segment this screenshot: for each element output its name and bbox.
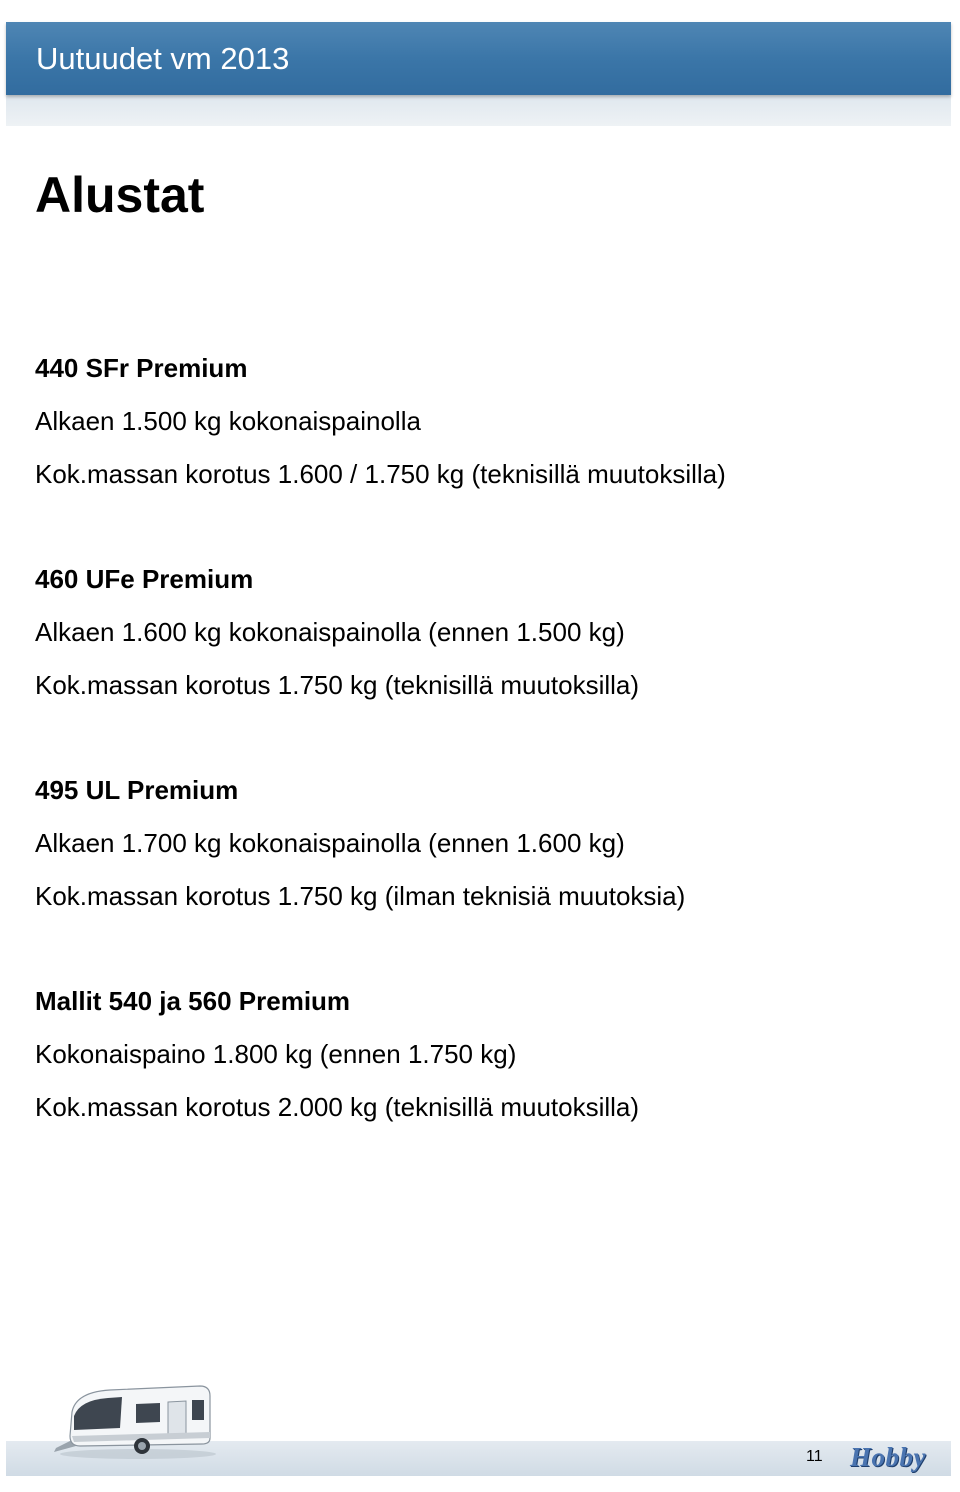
content bbox=[35, 345, 935, 1189]
section-line: Alkaen 1.500 kg kokonaispainolla bbox=[35, 406, 421, 436]
section-heading: 460 UFe Premium bbox=[35, 564, 254, 594]
page-number: 11 bbox=[806, 1448, 823, 1465]
section-line: Kok.massan korotus 1.750 kg (ilman teknisiä muutoksia) bbox=[35, 881, 686, 911]
section-heading: 440 SFr Premium bbox=[35, 353, 248, 383]
section-460-ufe bbox=[35, 556, 935, 715]
section-line: Kokonaispaino 1.800 kg (ennen 1.750 kg) bbox=[35, 1039, 517, 1069]
header-title: Uutuudet vm 2013 bbox=[36, 41, 290, 76]
section-line: Alkaen 1.600 kg kokonaispainolla (ennen 1.500 kg) bbox=[35, 617, 625, 647]
section-heading: Mallit 540 ja 560 Premium bbox=[35, 986, 351, 1016]
section-540-560 bbox=[35, 978, 935, 1137]
section-495-ul bbox=[35, 767, 935, 926]
section-heading: 495 UL Premium bbox=[35, 775, 239, 805]
hobby-logo: Hobby bbox=[850, 1442, 926, 1472]
section-line: Kok.massan korotus 2.000 kg (teknisillä muutoksilla) bbox=[35, 1092, 640, 1122]
section-line: Kok.massan korotus 1.600 / 1.750 kg (teknisillä muutoksilla) bbox=[35, 459, 726, 489]
page-title: Alustat bbox=[35, 167, 205, 223]
caravan-icon bbox=[50, 1382, 220, 1462]
section-line: Alkaen 1.700 kg kokonaispainolla (ennen 1.600 kg) bbox=[35, 828, 625, 858]
section-440-sfr bbox=[35, 345, 935, 504]
section-line: Kok.massan korotus 1.750 kg (teknisillä muutoksilla) bbox=[35, 670, 640, 700]
